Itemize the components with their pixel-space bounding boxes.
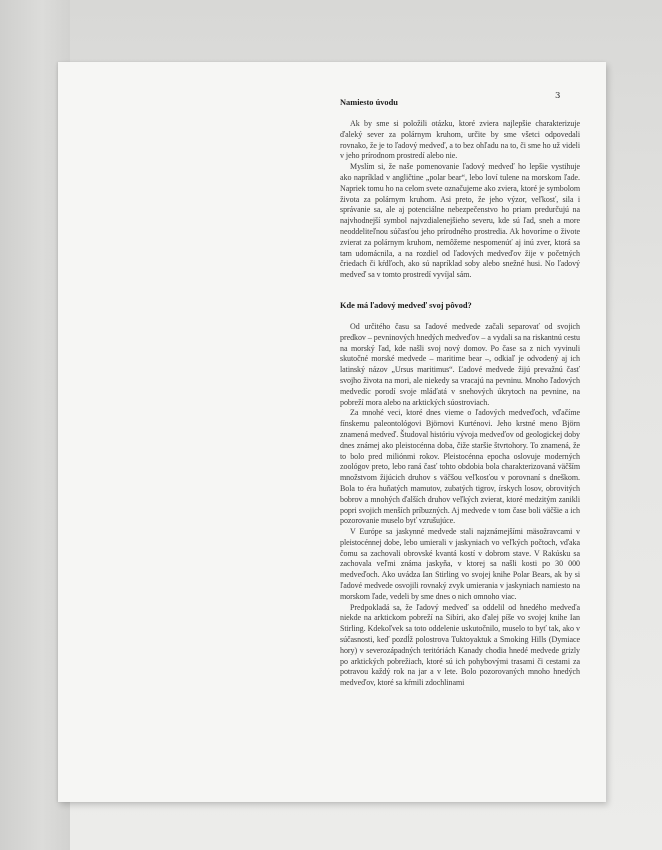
paragraph: Myslím si, že naše pomenovanie ľadový medveď ho lepšie vystihuje ako napríklad v angličtine „polar bear“, lebo loví tulene na morskom ľade. Napriek tomu ho na celom svete označujeme ako zviera, ktoré je symbolom života za polárnym kruhom. Asi preto, že jeho výzor, veľkosť, sila i správanie sa, ale aj potenciálne nebezpečenstvo ho priam predurčujú na najvhodnejší symbol najvzdialenejšieho severu, kde sú ľad, sneh a more neoddeliteľnou súčasťou jeho prírodného prostredia. Ak hovoríme o živote zvierat za polárnym kruhom, nemôžeme nespomenúť aj inú zver, ktorá sa tam udomácnila, a na rozdiel od ľadových medveďov žije v početných čriedach či kŕdľoch, ako sú napríklad soby alebo snežné husi. No ľadový medveď sa v tomto prostredí vyvíjal sám. (340, 162, 580, 280)
paragraph: Predpokladá sa, že ľadový medveď sa oddelil od hnedého medveďa niekde na arktickom pobreží na Sibíri, ako ďalej píše vo svojej knihe Ian Stirling. Kdekoľvek sa toto oddelenie uskutočnilo, muselo to byť tak, ako v súčasnosti, keď pozdĺž polostrova Tuktoyaktuk a Smoking Hills (Dymiace hory) v severozápadných teritóriách Kanady chodia hnedé medvede grizly po arktických pobrežiach, ktoré sú ich pohybovými trasami či cestami za potravou každý rok na jar a v lete. Bolo pozorovaných mnoho hnedých medveďov, ktoré sa kŕmili zdochlinami (340, 602, 580, 688)
paragraph: Ak by sme si položili otázku, ktoré zviera najlepšie charakterizuje ďaleký sever za polárnym kruhom, určite by sme všetci odpovedali rovnako, že je to ľadový medveď, a to bez ohľadu na to, či sme ho už videli v jeho prírodnom prostredí alebo nie. (340, 119, 580, 161)
page-number: 3 (555, 91, 561, 101)
page-content (340, 92, 580, 689)
section-heading-origin: Kde má ľadový medveď svoj pôvod? (340, 300, 472, 310)
section-heading-intro: Namiesto úvodu (340, 98, 398, 107)
paragraph: Od určitého času sa ľadové medvede začali separovať od svojich predkov – pevninových hnedých medveďov – a vydali sa na riskantnú cestu na morský ľad, kde našli svoj nový domov. Po čase sa z nich vyvinuli skutočné morské medvede – maritime bear –, odkiaľ je odvodený aj ich latinský názov „Ursus maritimus“. Ľadové medvede žijú prevažnú časť svojho života na mori, ale niekedy sa vracajú na pevninu. Mnoho ľadových medvedíc porodí svoje mláďatá v snehových úkrytoch na pevnine, na pobreží mora alebo na arktických súostroviach. (340, 321, 580, 407)
paragraph: Za mnohé veci, ktoré dnes vieme o ľadových medveďoch, vďačíme fínskemu paleontológovi Björnovi Kurténovi. Jeho krstné meno Björn znamená medveď. Študoval históriu vývoja medveďov od geologickej doby dnes známej ako pleistocénna doba, čiže staršie štvrtohory. To znamená, že to bolo pred miliónmi rokov. Pleistocénna epocha oslovuje moderných zoológov preto, lebo raná časť tohto obdobia bola charakterizovaná väčším množstvom žijúcich druhov s väčšou veľkosťou v porovnaní s dneškom. Bola to éra huňatých mamutov, zubatých tigrov, írskych losov, obrovitých bobrov a mnohých ďalších druhov veľkých zvierat, ktoré medzitým zanikli popri svojich menších príbuzných. Aj medvede v tom čase boli väčšie a ich pozorovanie muselo byť vzrušujúce. (340, 408, 580, 526)
paragraph: V Európe sa jaskynné medvede stali najznámejšími mäsožravcami v pleistocénnej dobe, lebo umierali v jaskyniach vo veľkých počtoch, vďaka čomu sa zachovali obrovské kvantá kostí v dobrom stave. V Rakúsku sa zachovala veľmi známa jaskyňa, v ktorej sa našli kosti po 30 000 medveďoch. Ako uvádza Ian Stirling vo svojej knihe Polar Bears, ak by si ľadové medvede osvojili rovnaký zvyk umierania v jaskyniach namiesto na morskom ľade, vedeli by sme dnes o nich omnoho viac. (340, 527, 580, 601)
